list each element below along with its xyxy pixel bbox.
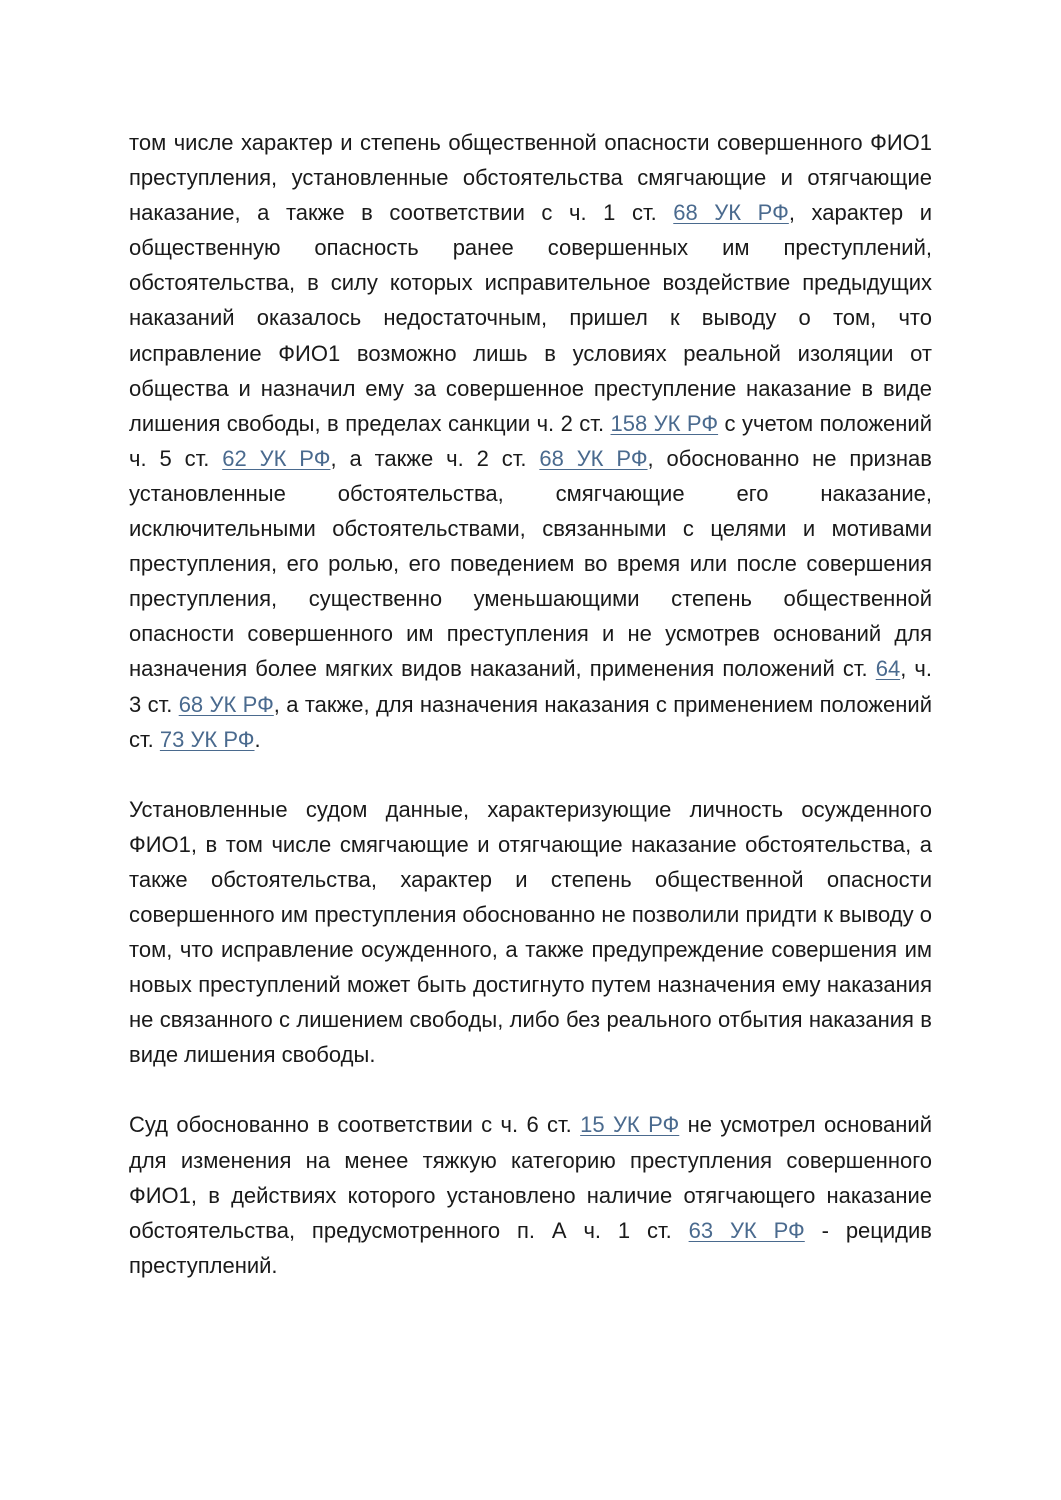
law-link-article-73[interactable]: 73 УК РФ: [159, 726, 255, 752]
text-segment: Установленные судом данные, характеризующие личность осужденного ФИО1, в том числе смягчающие и отягчающие наказание обстоятельства, а также обстоятельства, характер и степень общественной опасности совершенного им преступления обоснованно не позволили придти к выводу о том, что исправление осужденного, а также предупреждение совершения им новых преступлений может быть достигнуто путем назначения ему наказания не связанного с лишением свободы, либо без реального отбытия наказания в виде лишения свободы.: [129, 796, 932, 1068]
text-segment: , обоснованно не признав установленные обстоятельства, смягчающие его наказание, исключительными обстоятельствами, связанными с целями и мотивами преступления, его ролью, его поведением во время или после совершения преступления, существенно уменьшающими степень общественной опасности совершенного им преступления и не усмотрев оснований для назначения более мягких видов наказаний, применения положений ст.: [129, 445, 932, 682]
text-segment: .: [254, 726, 261, 752]
text-segment: - рецидив преступлений.: [129, 1217, 932, 1278]
text-segment: , ч. 3 ст.: [129, 656, 932, 717]
law-link-article-68[interactable]: 68 УК РФ: [673, 200, 789, 226]
text-segment: , а также, для назначения наказания с применением положений ст.: [129, 691, 932, 752]
paragraph-personality-data: [129, 792, 932, 1073]
law-link-article-68[interactable]: 68 УК РФ: [539, 445, 648, 471]
paragraph-category-change: [129, 1107, 932, 1282]
law-link-article-68[interactable]: 68 УК РФ: [178, 691, 274, 717]
text-segment: , а также ч. 2 ст.: [330, 445, 540, 471]
text-segment: , характер и общественную опасность ранее совершенных им преступлений, обстоятельства, в силу которых исправительное воздействие предыдущих наказаний оказалось недостаточным, пришел к выводу о том, что исправление ФИО1 возможно лишь в условиях реальной изоляции от общества и назначил ему за совершенное преступление наказание в виде лишения свободы, в пределах санкции ч. 2 ст.: [129, 200, 932, 436]
law-link-article-62[interactable]: 62 УК РФ: [222, 445, 331, 471]
text-segment: Суд обоснованно в соответствии с ч. 6 ст.: [129, 1112, 581, 1138]
law-link-article-63[interactable]: 63 УК РФ: [688, 1217, 805, 1243]
text-segment: с учетом положений ч. 5 ст.: [129, 410, 933, 471]
law-link-article-158[interactable]: 158 УК РФ: [610, 410, 719, 436]
law-link-article-15[interactable]: 15 УК РФ: [580, 1112, 680, 1138]
document-page: [129, 125, 932, 1283]
paragraph-sentencing-reasoning: [129, 125, 932, 757]
text-segment: не усмотрел оснований для изменения на менее тяжкую категорию преступления совершенного ФИО1, в действиях которого установлено наличие отягчающего наказание обстоятельства, предусмотренного п. А ч. 1 ст.: [129, 1112, 933, 1243]
law-link-article-64[interactable]: 64: [875, 656, 901, 682]
text-segment: том числе характер и степень общественной опасности совершенного ФИО1 преступления, установленные обстоятельства смягчающие и отягчающие наказание, а также в соответствии с ч. 1 ст.: [129, 130, 932, 226]
